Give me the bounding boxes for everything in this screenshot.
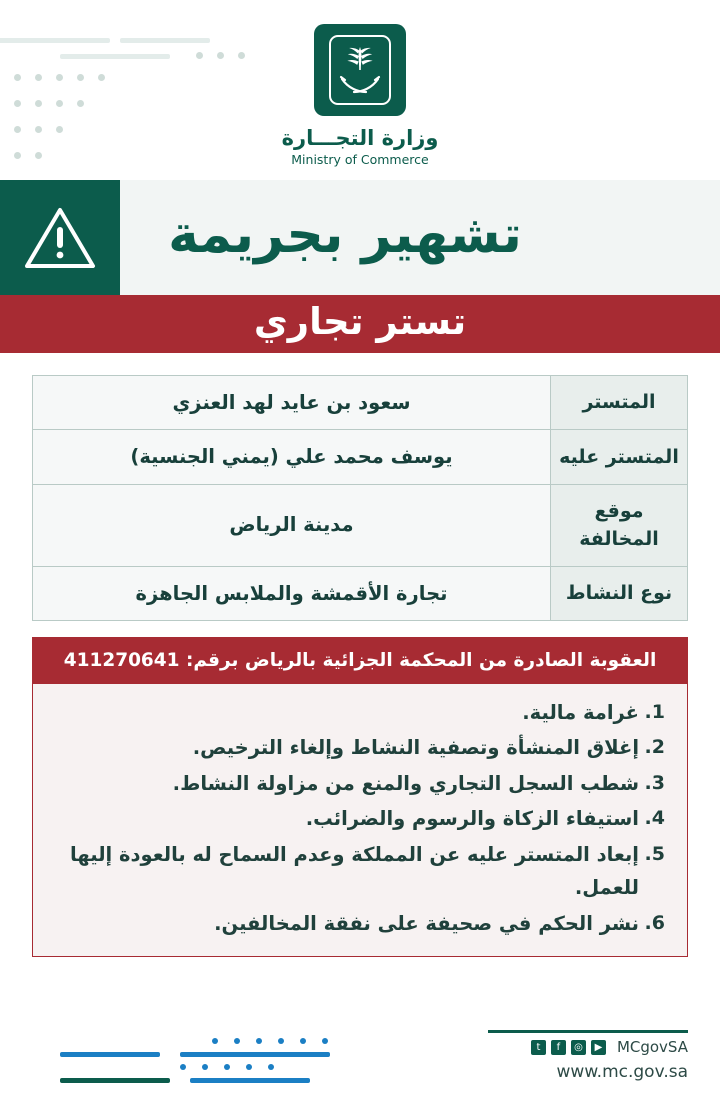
list-item: إبعاد المتستر عليه عن المملكة وعدم السماح له بالعودة إليها للعمل. — [70, 842, 639, 900]
ministry-name-en: Ministry of Commerce — [291, 152, 429, 167]
crime-type-label: تستر تجاري — [253, 300, 467, 343]
table-row — [33, 430, 688, 484]
penalty-body — [33, 684, 687, 957]
website-url[interactable]: www.mc.gov.sa — [556, 1062, 688, 1082]
header-dot-row — [14, 74, 105, 81]
row-value-location: مدينة الرياض — [33, 484, 551, 566]
list-item: إغلاق المنشأة وتصفية النشاط وإلغاء الترخيص. — [192, 736, 639, 760]
page-title: تشهير بجريمة — [168, 204, 522, 265]
header-dot-row — [14, 152, 42, 159]
social-links[interactable] — [531, 1038, 688, 1056]
list-item: استيفاء الزكاة والرسوم والضرائب. — [305, 807, 639, 831]
palm-swords-emblem-icon — [314, 24, 406, 116]
list-item: نشر الحكم في صحيفة على نفقة المخالفين. — [214, 911, 639, 935]
header-dot-row — [14, 126, 63, 133]
table-row — [33, 484, 688, 566]
row-label-activity: نوع النشاط — [551, 566, 688, 620]
youtube-icon[interactable]: ▶ — [591, 1040, 606, 1055]
footer — [0, 1024, 720, 1096]
row-label-concealer: المتستر — [551, 376, 688, 430]
header-dash — [0, 38, 110, 43]
subtitle-band — [0, 295, 720, 353]
row-label-location: موقع المخالفة — [551, 484, 688, 566]
ministry-logo — [230, 24, 490, 167]
title-band — [0, 180, 720, 295]
footer-decoration — [30, 1034, 360, 1086]
row-value-activity: تجارة الأقمشة والملابس الجاهزة — [33, 566, 551, 620]
header-dot-row — [14, 100, 84, 107]
warning-triangle-icon — [0, 180, 120, 295]
table-row — [33, 376, 688, 430]
header — [0, 0, 720, 180]
table-row — [33, 566, 688, 620]
header-dash — [60, 54, 170, 59]
penalty-block — [32, 637, 688, 958]
footer-divider — [488, 1030, 688, 1033]
twitter-icon[interactable]: t — [531, 1040, 546, 1055]
info-table-wrap — [0, 353, 720, 621]
ministry-name-ar: وزارة التجـــارة — [281, 126, 439, 150]
row-value-concealed: يوسف محمد علي (يمني الجنسية) — [33, 430, 551, 484]
list-item: غرامة مالية. — [522, 700, 639, 724]
social-handle: MCgovSA — [616, 1038, 688, 1056]
info-table — [32, 375, 688, 621]
row-label-concealed: المتستر عليه — [551, 430, 688, 484]
list-item: شطب السجل التجاري والمنع من مزاولة النشاط. — [172, 771, 639, 795]
facebook-icon[interactable]: f — [551, 1040, 566, 1055]
header-dash — [120, 38, 210, 43]
penalty-list — [55, 696, 665, 941]
row-value-concealer: سعود بن عايد لهد العنزي — [33, 376, 551, 430]
instagram-icon[interactable]: ◎ — [571, 1040, 586, 1055]
penalty-heading: العقوبة الصادرة من المحكمة الجزائية بالرياض برقم: 411270641 — [33, 638, 687, 684]
